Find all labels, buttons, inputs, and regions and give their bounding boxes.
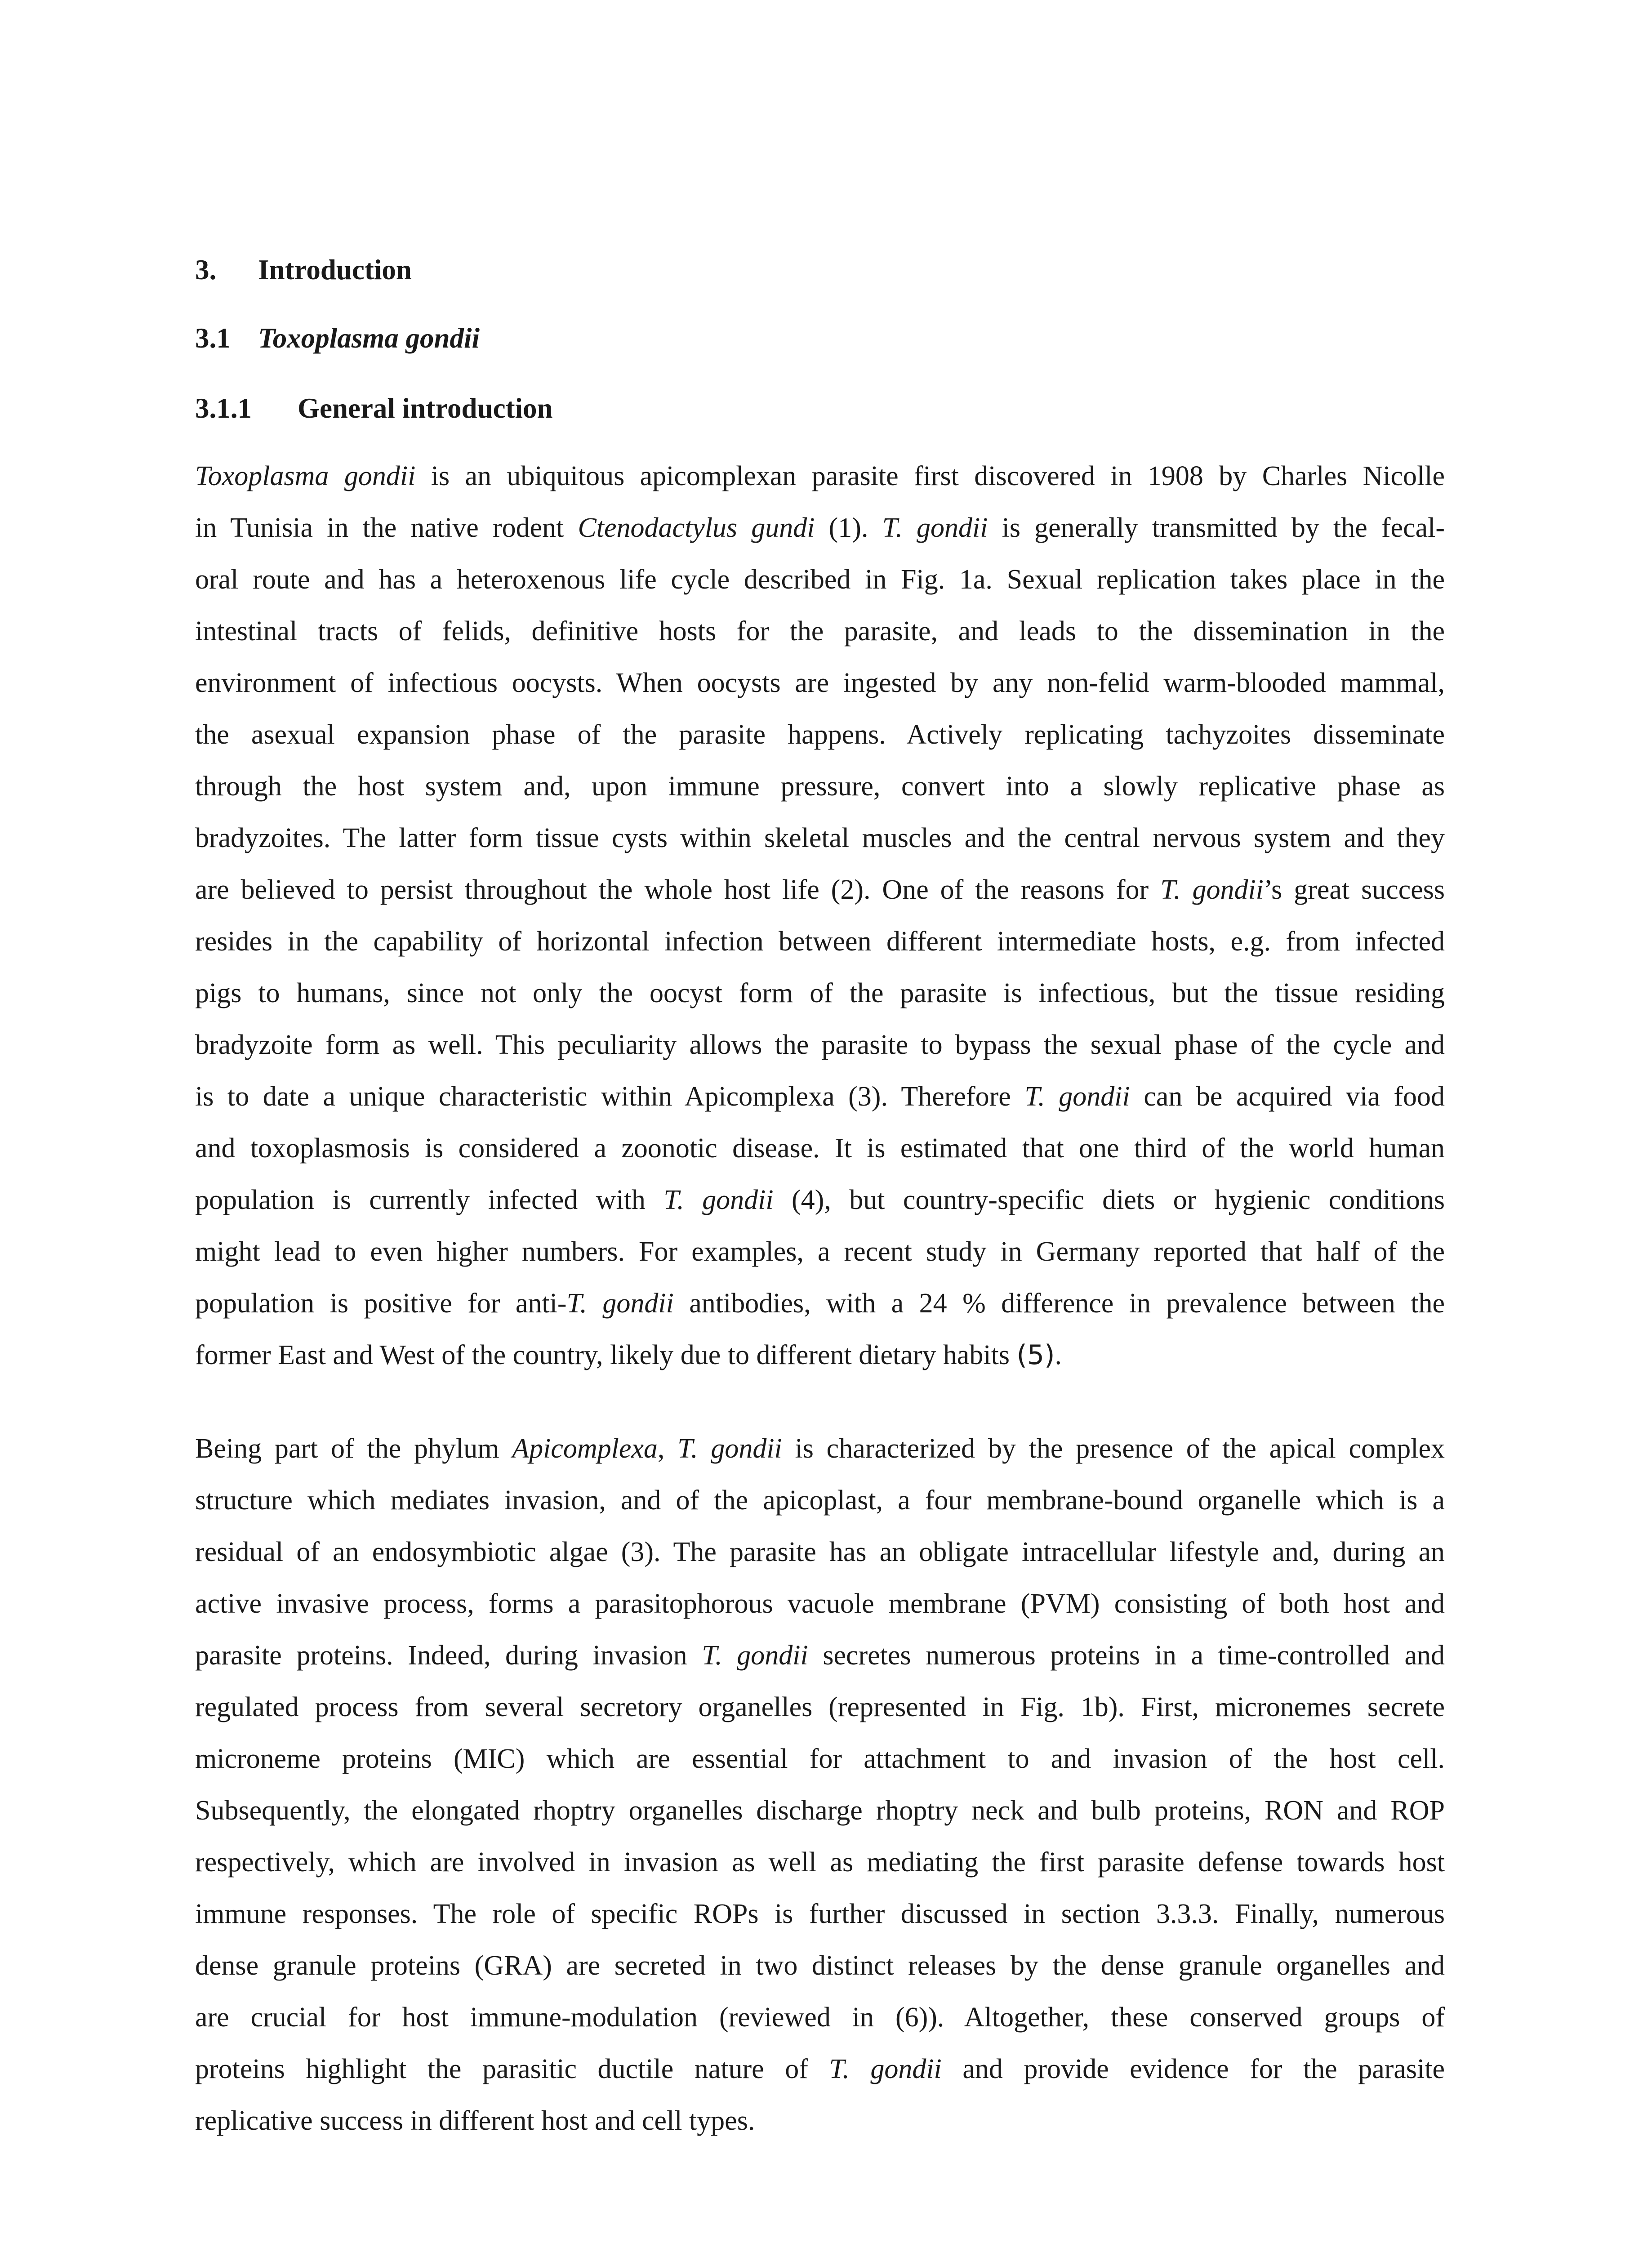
- text-run: .: [1055, 1340, 1062, 1370]
- text-line: the asexual expansion phase of the parasite happens. Actively replicating tachyzoites disseminate: [195, 719, 1445, 750]
- species-name: T. gondii: [882, 513, 988, 543]
- text-line: active invasive process, forms a parasitophorous vacuole membrane (PVM) consisting of both host and: [195, 1588, 1445, 1619]
- subsubsection-heading-general: [195, 390, 553, 426]
- phylum-name: Apicomplexa: [512, 1433, 658, 1464]
- text-line: [195, 1071, 1445, 1123]
- text-line: bradyzoites. The latter form tissue cysts within skeletal muscles and the central nervous system and they: [195, 823, 1445, 853]
- text-run: ’s great success: [1263, 874, 1445, 905]
- text-line: environment of infectious oocysts. When oocysts are ingested by any non-felid warm-blooded mammal,: [195, 668, 1445, 698]
- text-run: is characterized by the presence of the apical complex: [782, 1433, 1445, 1464]
- text-run: is to date a unique characteristic within Apicomplexa (3). Therefore: [195, 1081, 1025, 1112]
- citation-reference: (5): [1016, 1339, 1055, 1371]
- text-run: population is positive for anti-: [195, 1288, 567, 1319]
- text-line: [195, 1278, 1445, 1329]
- text-run: is generally transmitted by the fecal-: [988, 513, 1445, 543]
- text-run: Being part of the phylum: [195, 1433, 512, 1464]
- text-run: ,: [657, 1433, 678, 1464]
- paragraph-apicomplexa: [195, 1423, 1445, 2147]
- text-line: bradyzoite form as well. This peculiarity allows the parasite to bypass the sexual phase of the cycle and: [195, 1030, 1445, 1060]
- subsubsection-number: 3.1.1: [195, 393, 252, 424]
- species-name: Ctenodactylus gundi: [578, 513, 815, 543]
- species-name: T. gondii: [702, 1640, 808, 1671]
- text-line: residual of an endosymbiotic algae (3). The parasite has an obligate intracellular lifestyle and, during an: [195, 1537, 1445, 1567]
- text-run: parasite proteins. Indeed, during invasion: [195, 1640, 702, 1671]
- text-line: replicative success in different host and cell types.: [195, 2105, 755, 2136]
- text-line: microneme proteins (MIC) which are essential for attachment to and invasion of the host cell.: [195, 1744, 1445, 1774]
- text-line: pigs to humans, since not only the oocyst form of the parasite is infectious, but the tissue residing: [195, 978, 1445, 1008]
- text-line: [195, 1174, 1445, 1226]
- text-run: population is currently infected with: [195, 1185, 664, 1215]
- text-run: can be acquired via food: [1130, 1081, 1445, 1112]
- section-heading-introduction: [195, 252, 412, 288]
- text-line: dense granule proteins (GRA) are secreted in two distinct releases by the dense granule organelles and: [195, 1950, 1445, 1981]
- text-line: might lead to even higher numbers. For examples, a recent study in Germany reported that half of the: [195, 1236, 1445, 1267]
- section-number: 3.: [195, 254, 217, 285]
- text-line: immune responses. The role of specific ROPs is further discussed in section 3.3.3. Finally, numerous: [195, 1899, 1445, 1929]
- text-line: [195, 1329, 1445, 1381]
- subsection-title: Toxoplasma gondii: [258, 322, 480, 354]
- text-line: intestinal tracts of felids, definitive hosts for the parasite, and leads to the dissemination in the: [195, 616, 1445, 647]
- species-name: Toxoplasma gondii: [195, 461, 416, 491]
- text-run: and provide evidence for the parasite: [941, 2054, 1445, 2084]
- paragraph-general-introduction: [195, 450, 1445, 1381]
- section-title: Introduction: [258, 254, 412, 285]
- text-line: structure which mediates invasion, and of the apicoplast, a four membrane-bound organelle which is a: [195, 1485, 1445, 1516]
- species-name: T. gondii: [829, 2054, 942, 2084]
- text-run: in Tunisia in the native rodent: [195, 513, 578, 543]
- text-run: is an ubiquitous apicomplexan parasite first discovered in 1908 by Charles Nicolle: [415, 461, 1445, 491]
- species-name: T. gondii: [1160, 874, 1264, 905]
- text-line: through the host system and, upon immune pressure, convert into a slowly replicative phase as: [195, 771, 1445, 802]
- text-line: are crucial for host immune-modulation (reviewed in (6)). Altogether, these conserved groups of: [195, 2002, 1445, 2033]
- text-run: proteins highlight the parasitic ductile nature of: [195, 2054, 829, 2084]
- text-run: (1).: [815, 513, 882, 543]
- text-line: [195, 1630, 1445, 1682]
- text-line: Subsequently, the elongated rhoptry organelles discharge rhoptry neck and bulb proteins, RON and ROP: [195, 1795, 1445, 1826]
- text-run: secretes numerous proteins in a time-controlled and: [808, 1640, 1445, 1671]
- text-run: (4), but country-specific diets or hygienic conditions: [773, 1185, 1445, 1215]
- text-line: respectively, which are involved in invasion as well as mediating the first parasite defense towards host: [195, 1847, 1445, 1878]
- text-line: [195, 502, 1445, 554]
- text-line: resides in the capability of horizontal infection between different intermediate hosts, e.g. from infected: [195, 926, 1445, 957]
- text-line: regulated process from several secretory organelles (represented in Fig. 1b). First, micronemes secrete: [195, 1692, 1445, 1722]
- species-name: T. gondii: [663, 1185, 774, 1215]
- text-run: former East and West of the country, likely due to different dietary habits: [195, 1340, 1017, 1370]
- species-name: T. gondii: [566, 1288, 674, 1319]
- subsection-heading-toxoplasma: [195, 320, 480, 356]
- text-line: [195, 1423, 1445, 1475]
- text-line: oral route and has a heteroxenous life cycle described in Fig. 1a. Sexual replication takes place in the: [195, 564, 1445, 595]
- species-name: T. gondii: [1024, 1081, 1130, 1112]
- text-run: are believed to persist throughout the whole host life (2). One of the reasons for: [195, 874, 1161, 905]
- text-run: antibodies, with a 24 % difference in prevalence between the: [673, 1288, 1445, 1319]
- text-line: and toxoplasmosis is considered a zoonotic disease. It is estimated that one third of the world human: [195, 1133, 1445, 1164]
- subsubsection-title: General introduction: [298, 393, 553, 424]
- species-name: T. gondii: [677, 1433, 782, 1464]
- text-line: [195, 2043, 1445, 2095]
- text-line: [195, 450, 1445, 502]
- text-line: [195, 864, 1445, 916]
- subsection-number: 3.1: [195, 322, 231, 354]
